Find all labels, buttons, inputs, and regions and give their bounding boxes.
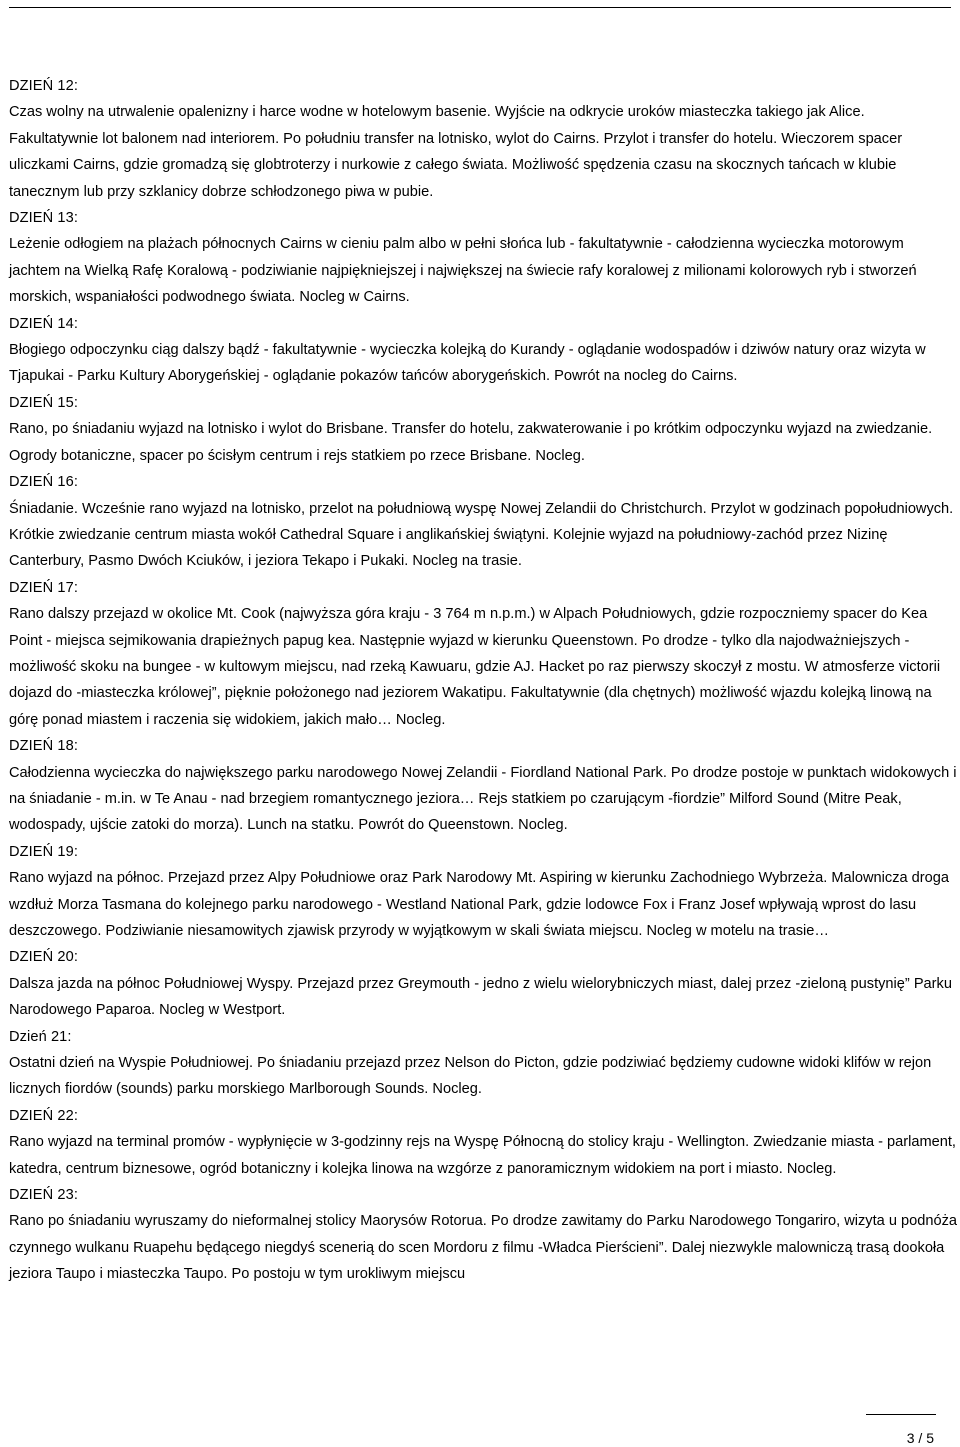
day-section bbox=[9, 575, 957, 733]
day-title: DZIEŃ 12: bbox=[9, 78, 79, 94]
day-title: DZIEŃ 16: bbox=[9, 474, 79, 491]
page-number: 3 / 5 bbox=[906, 1430, 934, 1446]
day-description: Rano, po śniadaniu wyjazd na lotnisko i wylot do Brisbane. Transfer do hotelu, zakwaterowanie i po krótkim odpoczynku wyjazd na zwiedzanie. Ogrody botaniczne, spacer po ścisłym centrum i rejs statkiem po rzece Brisbane. Nocleg. bbox=[9, 421, 933, 464]
day-description: Śniadanie. Wcześnie rano wyjazd na lotnisko, przelot na południową wyspę Nowej Zelandii do Christchurch. Przylot w godzinach popołudniowych. Krótkie zwiedzanie centrum miasta wokół Cathedral Square i anglikańskiej świątyni. Kolejnie wyjazd na południowy-zachód przez Nizinę Canterbury, Pasmo Dwóch Kciuków, i jeziora Tekapo i Pukaki. Nocleg na trasie. bbox=[9, 500, 954, 570]
day-title: Dzień 21: bbox=[9, 1028, 72, 1045]
day-section bbox=[9, 1182, 957, 1288]
day-section bbox=[9, 390, 957, 469]
day-title: DZIEŃ 13: bbox=[9, 210, 79, 227]
day-section bbox=[9, 311, 957, 390]
day-section bbox=[9, 73, 957, 205]
day-description: Dalsza jazda na północ Południowej Wyspy. Przejazd przez Greymouth - jedno z wielu wielorybniczych miast, dalej przez -zieloną pustynię” Parku Narodowego Paparoa. Nocleg w Westport. bbox=[9, 975, 952, 1019]
day-title: DZIEŃ 20: bbox=[9, 949, 79, 966]
day-title: DZIEŃ 19: bbox=[9, 843, 79, 860]
top-divider bbox=[9, 7, 951, 8]
day-title: DZIEŃ 15: bbox=[9, 394, 79, 411]
day-section bbox=[9, 839, 957, 945]
day-description: Rano po śniadaniu wyruszamy do nieformalnej stolicy Maorysów Rotorua. Po drodze zawitamy do Parku Narodowego Tongariro, wizyta u podnóża czynnego wulkanu Ruapehu będącego niegdyś scenerią do scen Mordoru z filmu -Władca Pierścieni”. Dalej niezwykle malowniczą trasą dookoła jeziora Taupo i miasteczka Taupo. Po postoju w tym urokliwym miejscu bbox=[9, 1213, 957, 1283]
day-title: DZIEŃ 14: bbox=[9, 315, 79, 332]
day-description: Całodzienna wycieczka do największego parku narodowego Nowej Zelandii - Fiordland National Park. Po drodze postoje w punktach widokowych i na śniadanie - m.in. w Te Anau - nad brzegiem romantycznego jeziora… Rejs statkiem po czarującym -fiordzie” Milford Sound (Mitre Peak, wodospady, ujście zatoki do morza). Lunch na statku. Powrót do Queenstown. Nocleg. bbox=[9, 764, 957, 834]
day-description: Rano dalszy przejazd w okolice Mt. Cook (najwyższa góra kraju - 3 764 m n.p.m.) w Alpach Południowych, gdzie rozpoczniemy spacer do Kea Point - miejsca sejmikowania drapieżnych papug kea. Następnie wyjazd w kierunku Queenstown. Po drodze - tylko dla najodważniejszych - możliwość skoku na bungee - w kultowym miejscu, nad rzeką Kawuaru, gdzie AJ. Hacket po raz pierwszy skoczył z mostu. W atmosferze victorii dojazd do -miasteczka królowej”, pięknie położonego nad jeziorem Wakatipu. Fakultatywnie (dla chętnych) możliwość wjazdu kolejką linową na górę ponad miastem i raczenia się widokiem, jakich mało… Nocleg. bbox=[9, 606, 941, 728]
day-title: DZIEŃ 23: bbox=[9, 1187, 79, 1204]
footer-divider bbox=[866, 1414, 936, 1415]
day-title: DZIEŃ 18: bbox=[9, 738, 79, 755]
day-section bbox=[9, 944, 957, 1023]
day-description: Rano wyjazd na północ. Przejazd przez Alpy Południowe oraz Park Narodowy Mt. Aspiring w kierunku Zachodniego Wybrzeża. Malownicza droga wzdłuż Morza Tasmana do kolejnego parku narodowego - Westland National Park, gdzie lodowce Fox i Franz Josef wpływają wprost do lasu deszczowego. Podziwianie niesamowitych zjawisk przyrody w wyjątkowym w skali świata miejscu. Nocleg w motelu na trasie… bbox=[9, 870, 950, 939]
day-section bbox=[9, 1103, 957, 1182]
day-description: Błogiego odpoczynku ciąg dalszy bądź - fakultatywnie - wycieczka kolejką do Kurandy - oglądanie wodospadów i dziwów natury oraz wizyta w Tjapukai - Parku Kultury Aborygeńskiej - oglądanie pokazów tańców aborygeńskich. Powrót na nocleg do Cairns. bbox=[9, 342, 926, 385]
day-section bbox=[9, 1024, 957, 1103]
day-title: DZIEŃ 22: bbox=[9, 1107, 79, 1124]
day-section bbox=[9, 205, 957, 311]
day-description: Ostatni dzień na Wyspie Południowej. Po śniadaniu przejazd przez Nelson do Picton, gdzie podziwiać będziemy cudowne widoki klifów w rejon licznych fiordów (sounds) parku morskiego Marlborough Sounds. Nocleg. bbox=[9, 1055, 932, 1098]
day-description: Rano wyjazd na terminal promów - wypłynięcie w 3-godzinny rejs na Wyspę Północną do stolicy kraju - Wellington. Zwiedzanie miasta - parlament, katedra, centrum biznesowe, ogród botaniczny i kolejka linowa na wzgórze z panoramicznym widokiem na port i miasto. Nocleg. bbox=[9, 1134, 956, 1177]
itinerary-content bbox=[9, 73, 957, 1288]
day-description: Leżenie odłogiem na plażach północnych Cairns w cieniu palm albo w pełni słońca lub - fakultatywnie - całodzienna wycieczka motorowym jachtem na Wielką Rafę Koralową - podziwianie najpiękniejszej i największej na świecie rafy koralowej z milionami kolorowych ryb i stworzeń morskich, wspaniałości podwodnego świata. Nocleg w Cairns. bbox=[9, 236, 917, 306]
day-section bbox=[9, 733, 957, 839]
day-description: Czas wolny na utrwalenie opalenizny i harce wodne w hotelowym basenie. Wyjście na odkrycie uroków miasteczka takiego jak Alice. Fakultatywnie lot balonem nad interiorem. Po południu transfer na lotnisko, wylot do Cairns. Przylot i transfer do hotelu. Wieczorem spacer uliczkami Cairns, gdzie gromadzą się globtroterzy i nurkowie z całego świata. Możliwość spędzenia czasu na skocznych tańcach w klubie tanecznym lub przy szklanicy dobrze schłodzonego piwa w pubie. bbox=[9, 104, 903, 200]
day-title: DZIEŃ 17: bbox=[9, 579, 79, 596]
day-section bbox=[9, 469, 957, 575]
